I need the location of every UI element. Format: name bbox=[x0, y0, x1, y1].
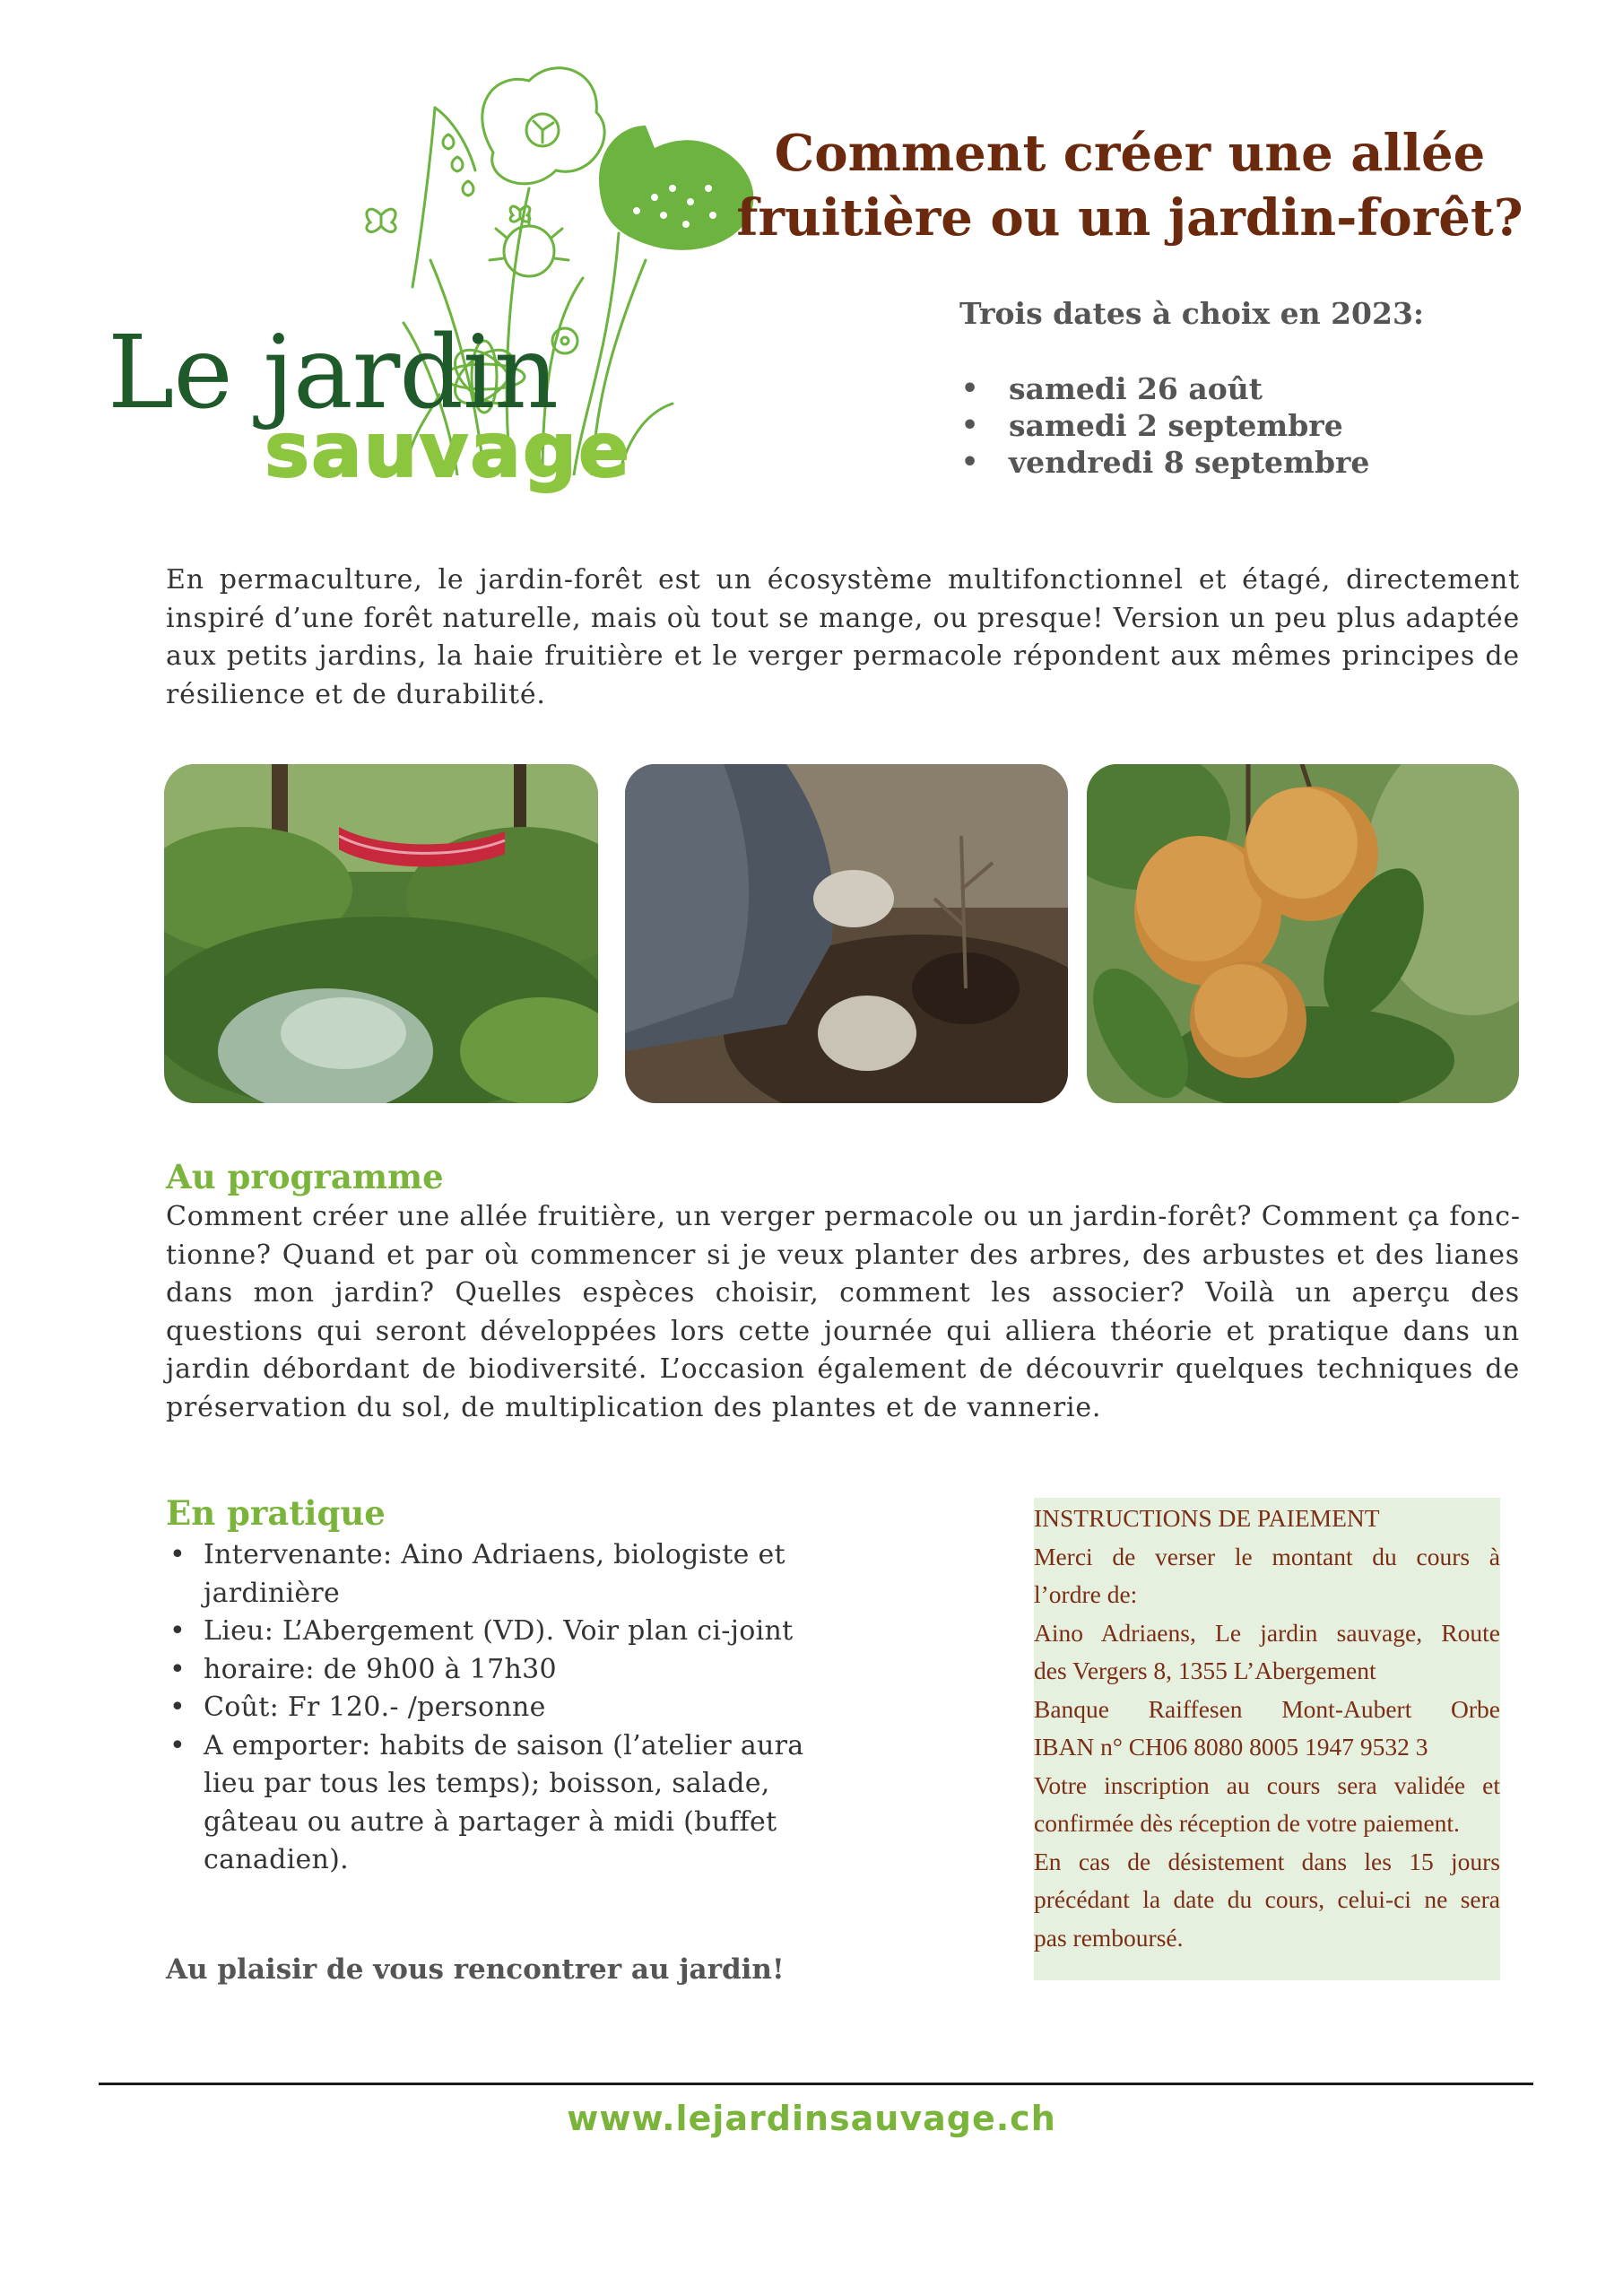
payment-line: confirmée dès réception de votre paiement. bbox=[1034, 1809, 1460, 1837]
logo bbox=[99, 54, 708, 502]
list-item: • A emporter: habits de saison (l’atelier aura lieu par tous les temps); boisson, salade, gâteau ou autre à partager à midi (buffet canadien). bbox=[166, 1727, 812, 1880]
intro-paragraph: En permaculture, le jardin-forêt est un écosystème multifonctionnel et étagé, directement inspiré d’une forêt naturelle, mais où tout se mange, ou presque! Version un peu plus adaptée aux petits jardins, la haie fruitière et le verger permacole répondent aux mêmes principes de résilience et de durabilité. bbox=[166, 564, 1520, 710]
programme-paragraph: Comment créer une allée fruitière, un verger permacole ou un jardin-forêt? Comment ça fonctionne? Quand et par où commencer si je veux planter des arbres, des arbustes et des lianes dans mon jardin? Quelles espèces choisir, comment les associer? Voilà un aperçu des questions qui seront développées lors cette journée qui alliera théorie et pratique dans un jardin débordant de biodiversité. L’occasion également de découvrir quelques techniques de préservation du sol, de multiplication des plantes et de vannerie. bbox=[166, 1201, 1520, 1423]
payment-line: Merci de verser le montant du cours à bbox=[1034, 1542, 1500, 1570]
payment-instructions-box bbox=[1034, 1498, 1500, 1980]
date-item: • vendredi 8 septembre bbox=[959, 444, 1369, 481]
logo-text-sauvage: sauvage bbox=[265, 406, 632, 494]
payment-line: En cas de désistement dans les 15 jours bbox=[1034, 1847, 1500, 1875]
list-item: • horaire: de 9h00 à 17h30 bbox=[166, 1651, 812, 1690]
title-line-1: Comment créer une allée bbox=[774, 124, 1486, 183]
list-item: • Intervenante: Aino Adriaens, biologiste et jardinière bbox=[166, 1536, 812, 1613]
list-item: • Lieu: L’Abergement (VD). Voir plan ci-joint bbox=[166, 1613, 812, 1651]
list-item: • Coût: Fr 120.- /personne bbox=[166, 1689, 812, 1727]
pratique-heading: En pratique bbox=[166, 1493, 386, 1533]
payment-line: l’ordre de: bbox=[1034, 1580, 1138, 1608]
planting-shrub-photo bbox=[625, 764, 1068, 1103]
payment-line: Votre inscription au cours sera validée et bbox=[1034, 1770, 1500, 1799]
payment-line: précédant la date du cours, celui-ci ne sera bbox=[1034, 1885, 1500, 1913]
payment-title: INSTRUCTIONS DE PAIEMENT bbox=[1034, 1504, 1380, 1532]
date-item: • samedi 2 septembre bbox=[959, 407, 1369, 444]
pratique-list bbox=[166, 1536, 812, 1880]
programme-heading: Au programme bbox=[166, 1157, 444, 1196]
website-link[interactable]: www.lejardinsauvage.ch bbox=[567, 2099, 1056, 2138]
payment-line: Banque Raiffesen Mont-Aubert Orbe bbox=[1034, 1694, 1500, 1723]
asian-pears-photo bbox=[1087, 764, 1519, 1103]
title-line-2: fruitière ou un jardin-forêt? bbox=[736, 188, 1523, 248]
payment-line: Aino Adriaens, Le jardin sauvage, Route bbox=[1034, 1618, 1500, 1647]
closing-line: Au plaisir de vous rencontrer au jardin! bbox=[166, 1953, 785, 1986]
dates-list bbox=[959, 370, 1369, 481]
logo-text-le-jardin: Le jardin bbox=[108, 315, 558, 431]
page-title bbox=[708, 121, 1551, 250]
dates-heading: Trois dates à choix en 2023: bbox=[959, 296, 1425, 331]
payment-line: des Vergers 8, 1355 L’Abergement bbox=[1034, 1657, 1376, 1684]
payment-line: IBAN n° CH06 8080 8005 1947 9532 3 bbox=[1034, 1733, 1428, 1761]
date-item: • samedi 26 août bbox=[959, 370, 1369, 407]
payment-line: pas remboursé. bbox=[1034, 1923, 1184, 1952]
garden-hammock-photo bbox=[164, 764, 598, 1103]
footer-divider bbox=[99, 2083, 1533, 2085]
